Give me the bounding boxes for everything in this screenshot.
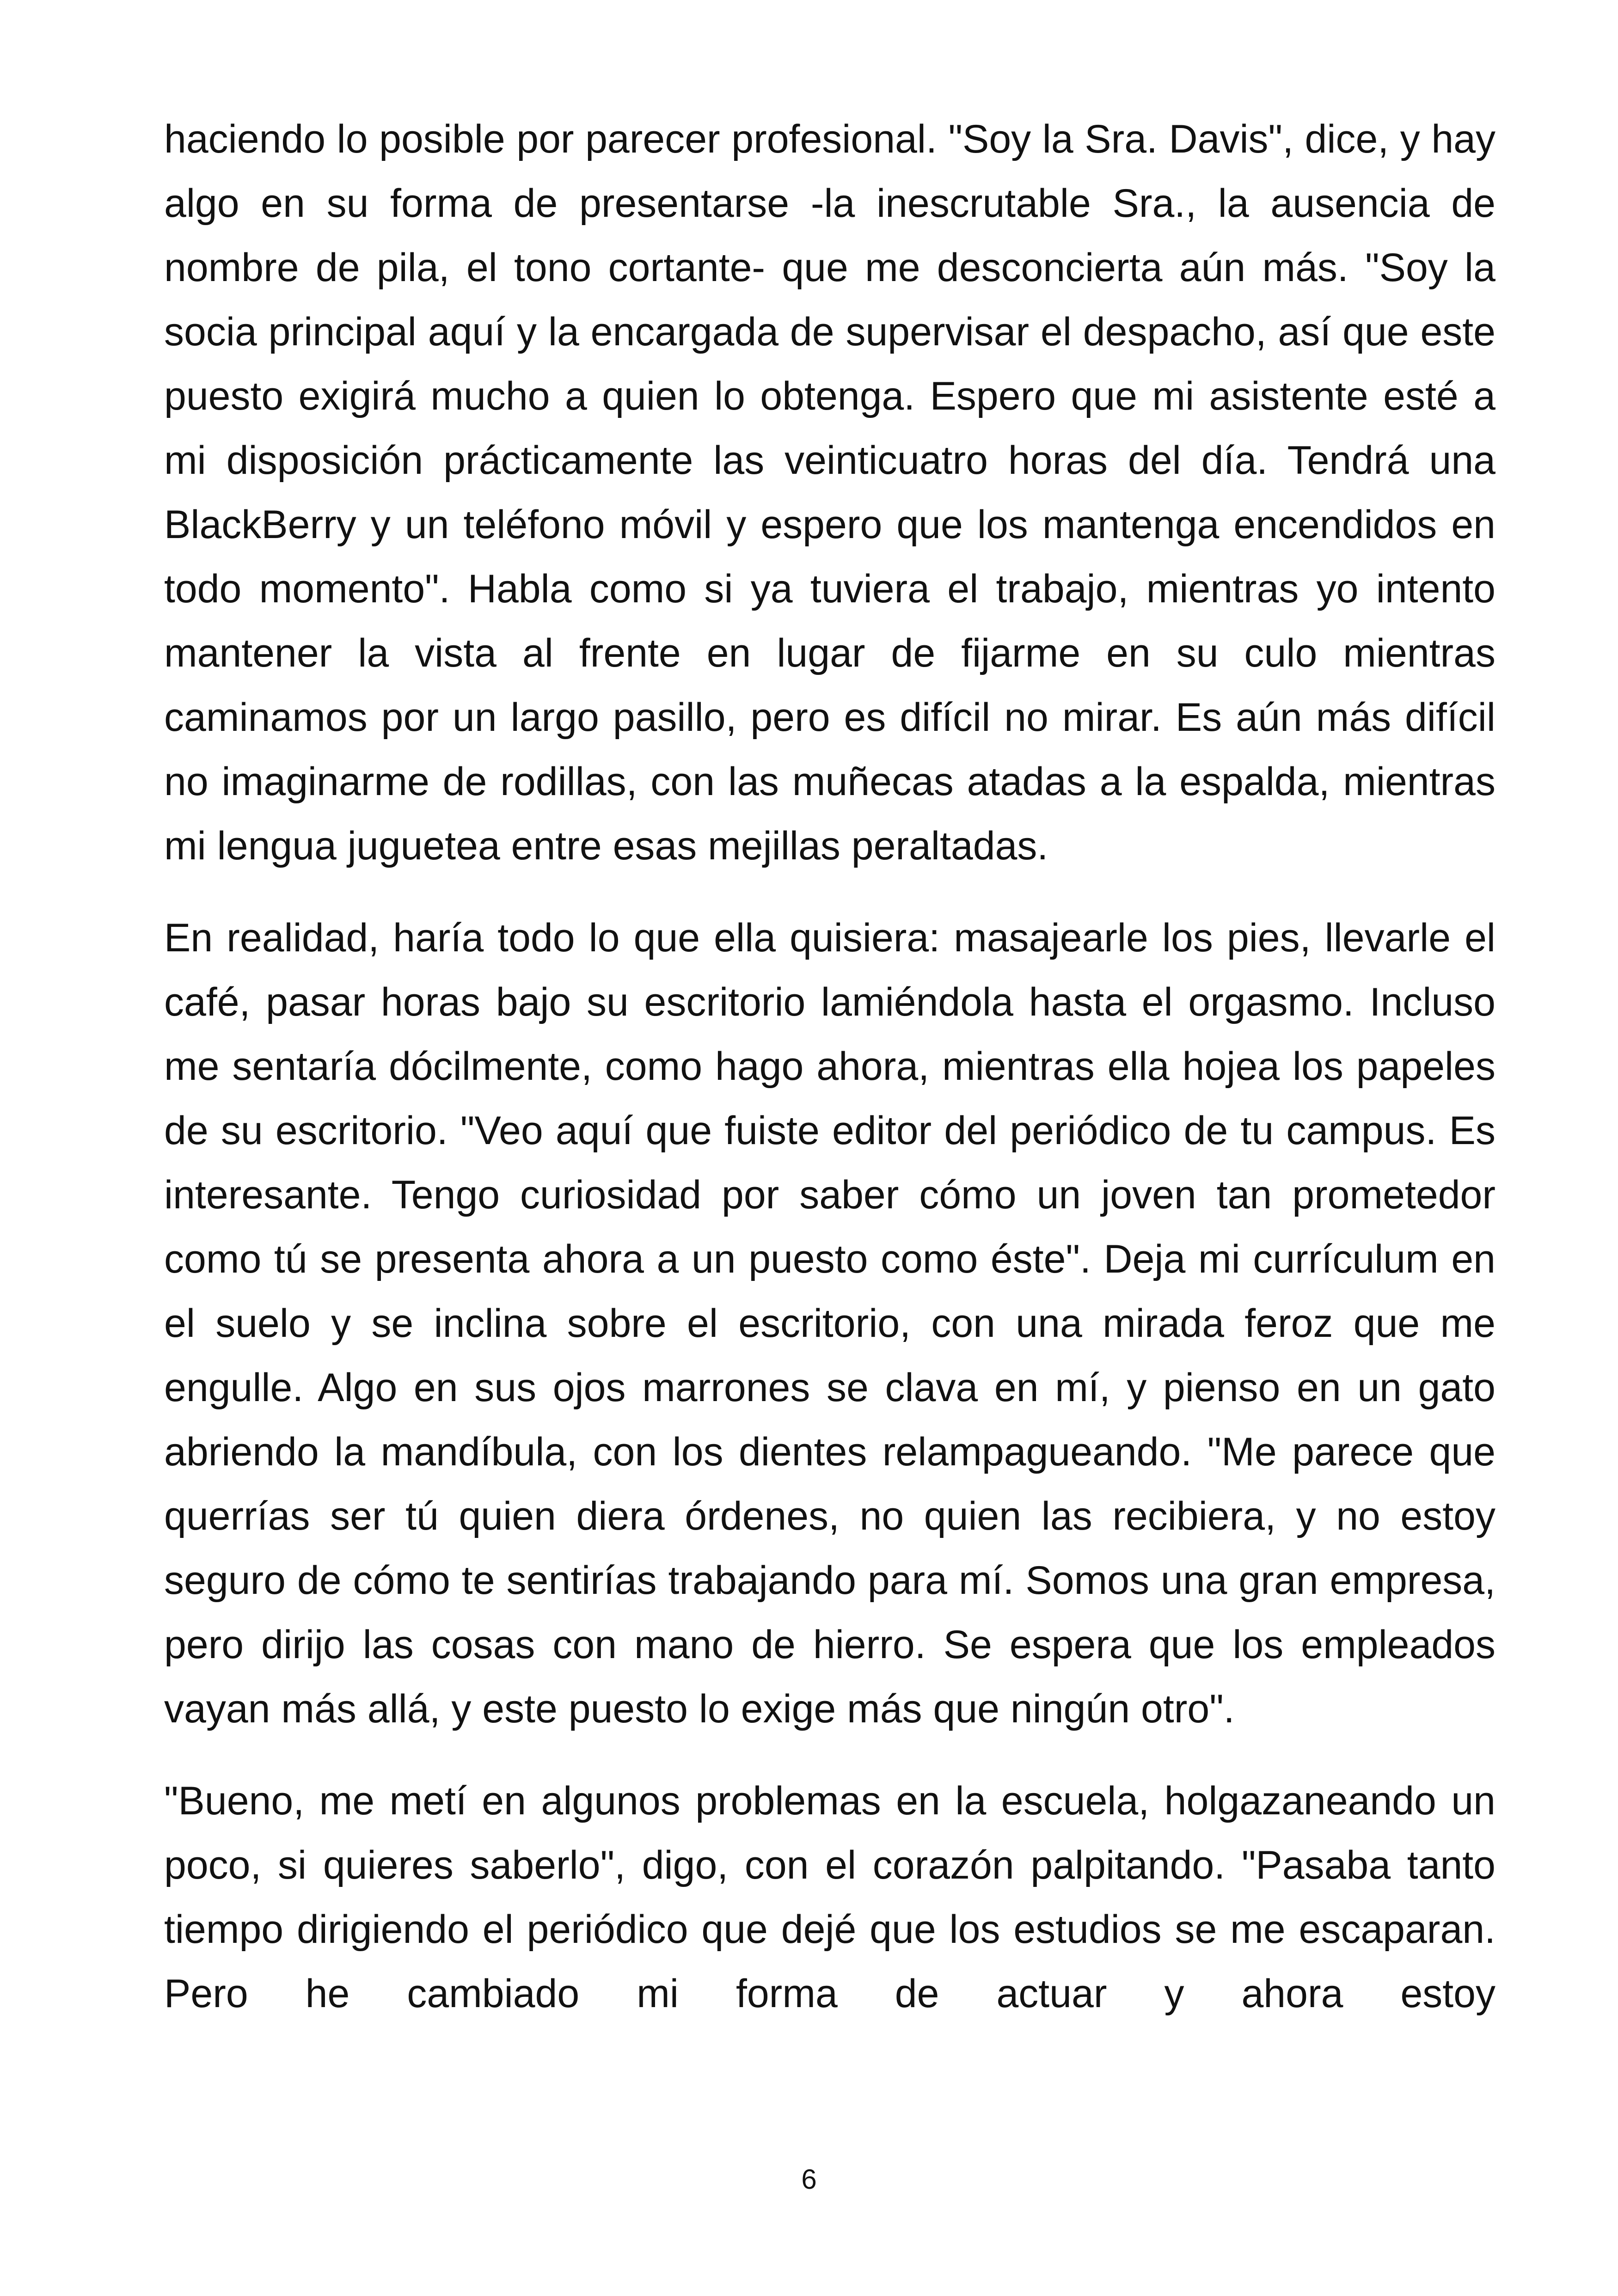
paragraph-1: haciendo lo posible por parecer profesional. "Soy la Sra. Davis", dice, y hay algo en su forma de presentarse -la inescrutable Sra., la ausencia de nombre de pila, el tono cortante- que me desconcierta aún más. "Soy la socia principal aquí y la encargada de supervisar el despacho, así que este puesto exigirá mucho a quien lo obtenga. Espero que mi asistente esté a mi disposición prácticamente las veinticuatro horas del día. Tendrá una BlackBerry y un teléfono móvil y espero que los mantenga encendidos en todo momento". Habla como si ya tuviera el trabajo, mientras yo intento mantener la vista al frente en lugar de fijarme en su culo mientras caminamos por un largo pasillo, pero es difícil no mirar. Es aún más difícil no imaginarme de rodillas, con las muñecas atadas a la espalda, mientras mi lengua juguetea entre esas mejillas peraltadas. [164, 117, 1495, 868]
paragraph-2: En realidad, haría todo lo que ella quisiera: masajearle los pies, llevarle el café, pasar horas bajo su escritorio lamiéndola hasta el orgasmo. Incluso me sentaría dócilmente, como hago ahora, mientras ella hojea los papeles de su escritorio. "Veo aquí que fuiste editor del periódico de tu campus. Es interesante. Tengo curiosidad por saber cómo un joven tan prometedor como tú se presenta ahora a un puesto como éste". Deja mi currículum en el suelo y se inclina sobre el escritorio, con una mirada feroz que me engulle. Algo en sus ojos marrones se clava en mí, y pienso en un gato abriendo la mandíbula, con los dientes relampagueando. "Me parece que querrías ser tú quien diera órdenes, no quien las recibiera, y no estoy seguro de cómo te sentirías trabajando para mí. Somos una gran empresa, pero dirijo las cosas con mano de hierro. Se espera que los empleados vayan más allá, y este puesto lo exige más que ningún otro". [164, 916, 1495, 1731]
paragraph-3: "Bueno, me metí en algunos problemas en la escuela, holgazaneando un poco, si quieres saberlo", digo, con el corazón palpitando. "Pasaba tanto tiempo dirigiendo el periódico que dejé que los estudios se me escaparan. Pero he cambiado mi forma de actuar y ahora estoy [164, 1779, 1495, 2016]
page-number: 6 [801, 2164, 817, 2195]
body-text [164, 107, 1495, 2054]
